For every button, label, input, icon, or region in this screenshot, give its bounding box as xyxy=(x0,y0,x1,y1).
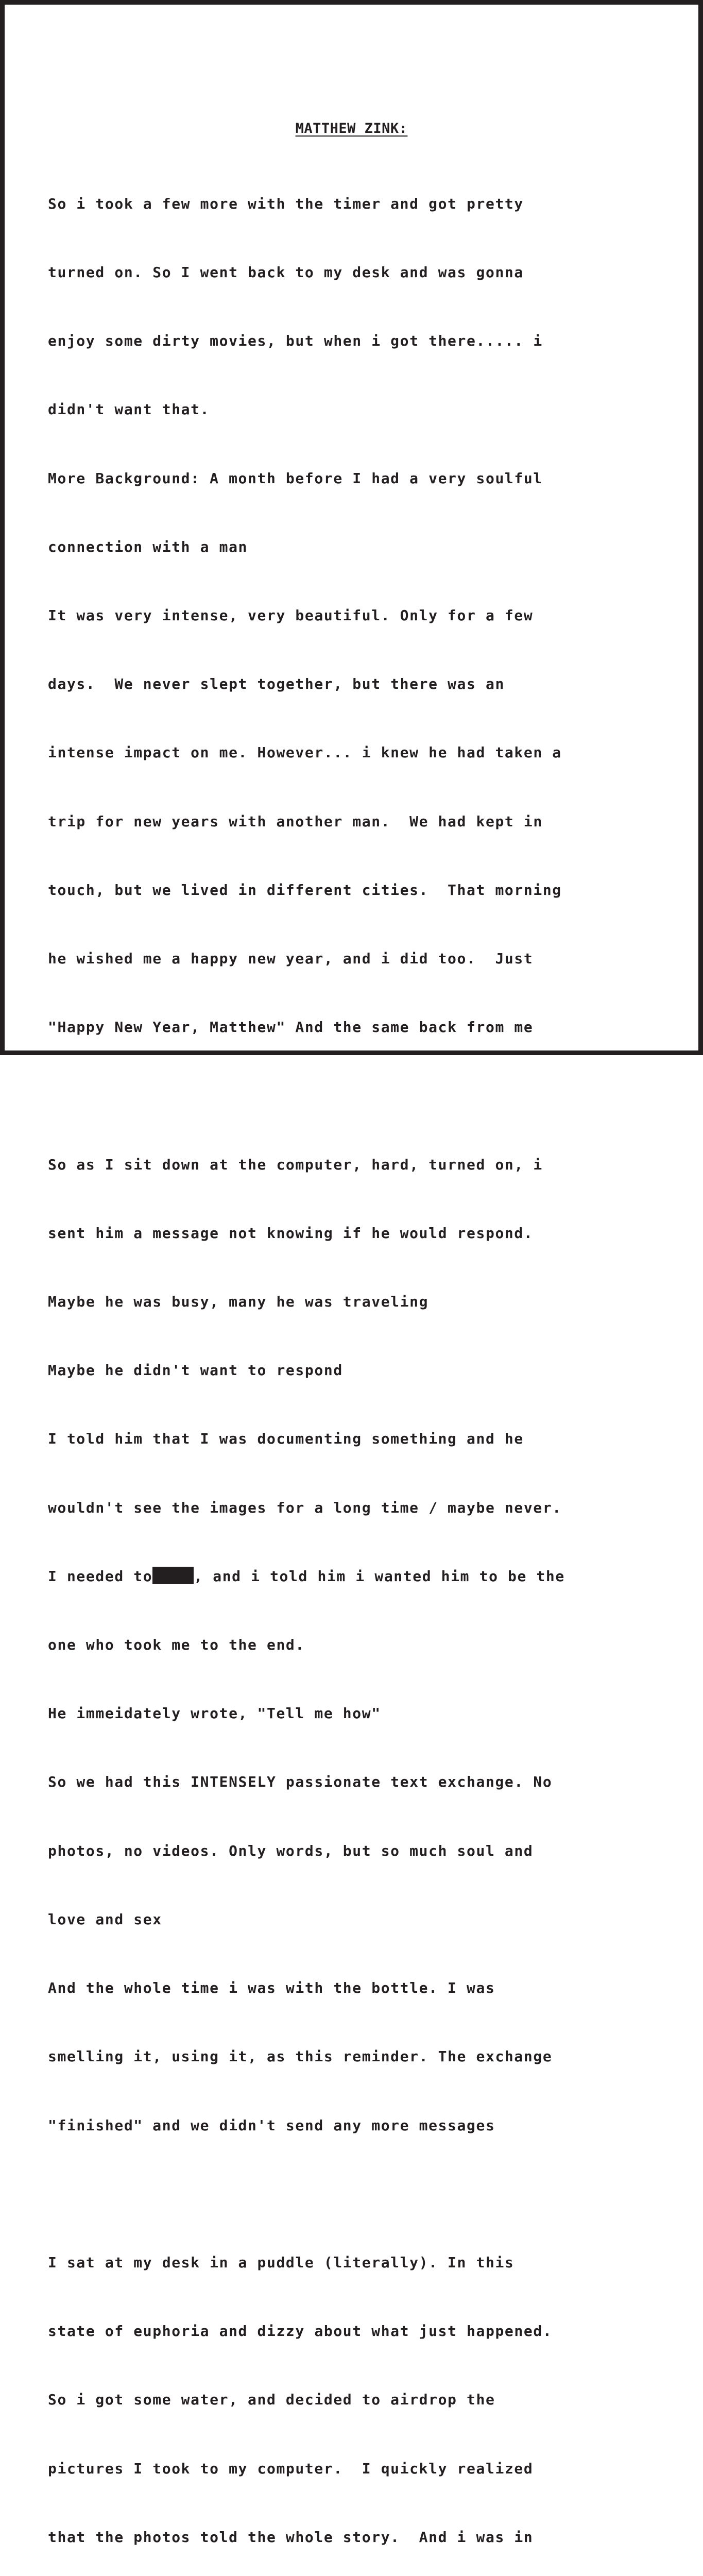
text-line: "finished" and we didn't send any more messages xyxy=(48,2116,495,2134)
text-line: pictures I took to my computer. I quickly realized xyxy=(48,2460,534,2477)
text-line: So i took a few more with the timer and got pretty xyxy=(48,195,524,212)
text-line: So as I sit down at the computer, hard, turned on, i xyxy=(48,1156,543,1173)
text-line: sent him a message not knowing if he would respond. xyxy=(48,1224,534,1242)
text-line: It was very intense, very beautiful. Only for a few xyxy=(48,607,534,624)
blank-line xyxy=(48,2183,681,2206)
text-line: that the photos told the whole story. And i was in xyxy=(48,2528,534,2546)
text-line: So we had this INTENSELY passionate text exchange. No xyxy=(48,1773,553,1791)
text-line: Maybe he was busy, many he was traveling xyxy=(48,1293,429,1311)
text-line: love and sex xyxy=(48,1910,162,1928)
text-line: So i got some water, and decided to airdrop the xyxy=(48,2391,495,2409)
text-line: turned on. So I went back to my desk and was gonna xyxy=(48,264,524,281)
text-line: connection with a man xyxy=(48,538,248,555)
text-line: More Background: A month before I had a very soulful xyxy=(48,469,543,487)
text-line: Maybe he didn't want to respond xyxy=(48,1362,343,1379)
text-line: wouldn't see the images for a long time / maybe never. xyxy=(48,1499,562,1516)
blank-line xyxy=(48,1084,681,1107)
text-line: he wished me a happy new year, and i did too. Just xyxy=(48,950,534,968)
text-line: one who took me to the end. xyxy=(48,1636,305,1654)
redaction-block xyxy=(152,1567,194,1584)
document-body xyxy=(48,147,681,2576)
redacted-line-after: , and i told him i wanted him to be the xyxy=(194,1567,565,1585)
text-line: state of euphoria and dizzy about what just happened. xyxy=(48,2323,553,2340)
text-line: I sat at my desk in a puddle (literally). In this xyxy=(48,2253,515,2271)
document-title: MATTHEW ZINK: xyxy=(295,121,408,137)
text-line: trip for new years with another man. We had kept in xyxy=(48,812,543,830)
text-line: didn't want that. xyxy=(48,401,210,418)
redacted-line-before: I needed to xyxy=(48,1567,153,1585)
text-line: I told him that I was documenting something and he xyxy=(48,1430,524,1448)
text-line: smelling it, using it, as this reminder. The exchange xyxy=(48,2048,553,2065)
text-line: enjoy some dirty movies, but when i got there..... i xyxy=(48,332,543,350)
text-line: "Happy New Year, Matthew" And the same back from me xyxy=(48,1019,534,1036)
text-line: photos, no videos. Only words, but so much soul and xyxy=(48,1842,534,1859)
text-line: And the whole time i was with the bottle. I was xyxy=(48,1979,495,1997)
redacted-text-line xyxy=(48,1565,681,1588)
text-line: touch, but we lived in different cities. That morning xyxy=(48,881,562,899)
text-line: intense impact on me. However... i knew he had taken a xyxy=(48,744,562,761)
text-line: He immeidately wrote, "Tell me how" xyxy=(48,1705,381,1722)
text-line: days. We never slept together, but there was an xyxy=(48,675,505,693)
